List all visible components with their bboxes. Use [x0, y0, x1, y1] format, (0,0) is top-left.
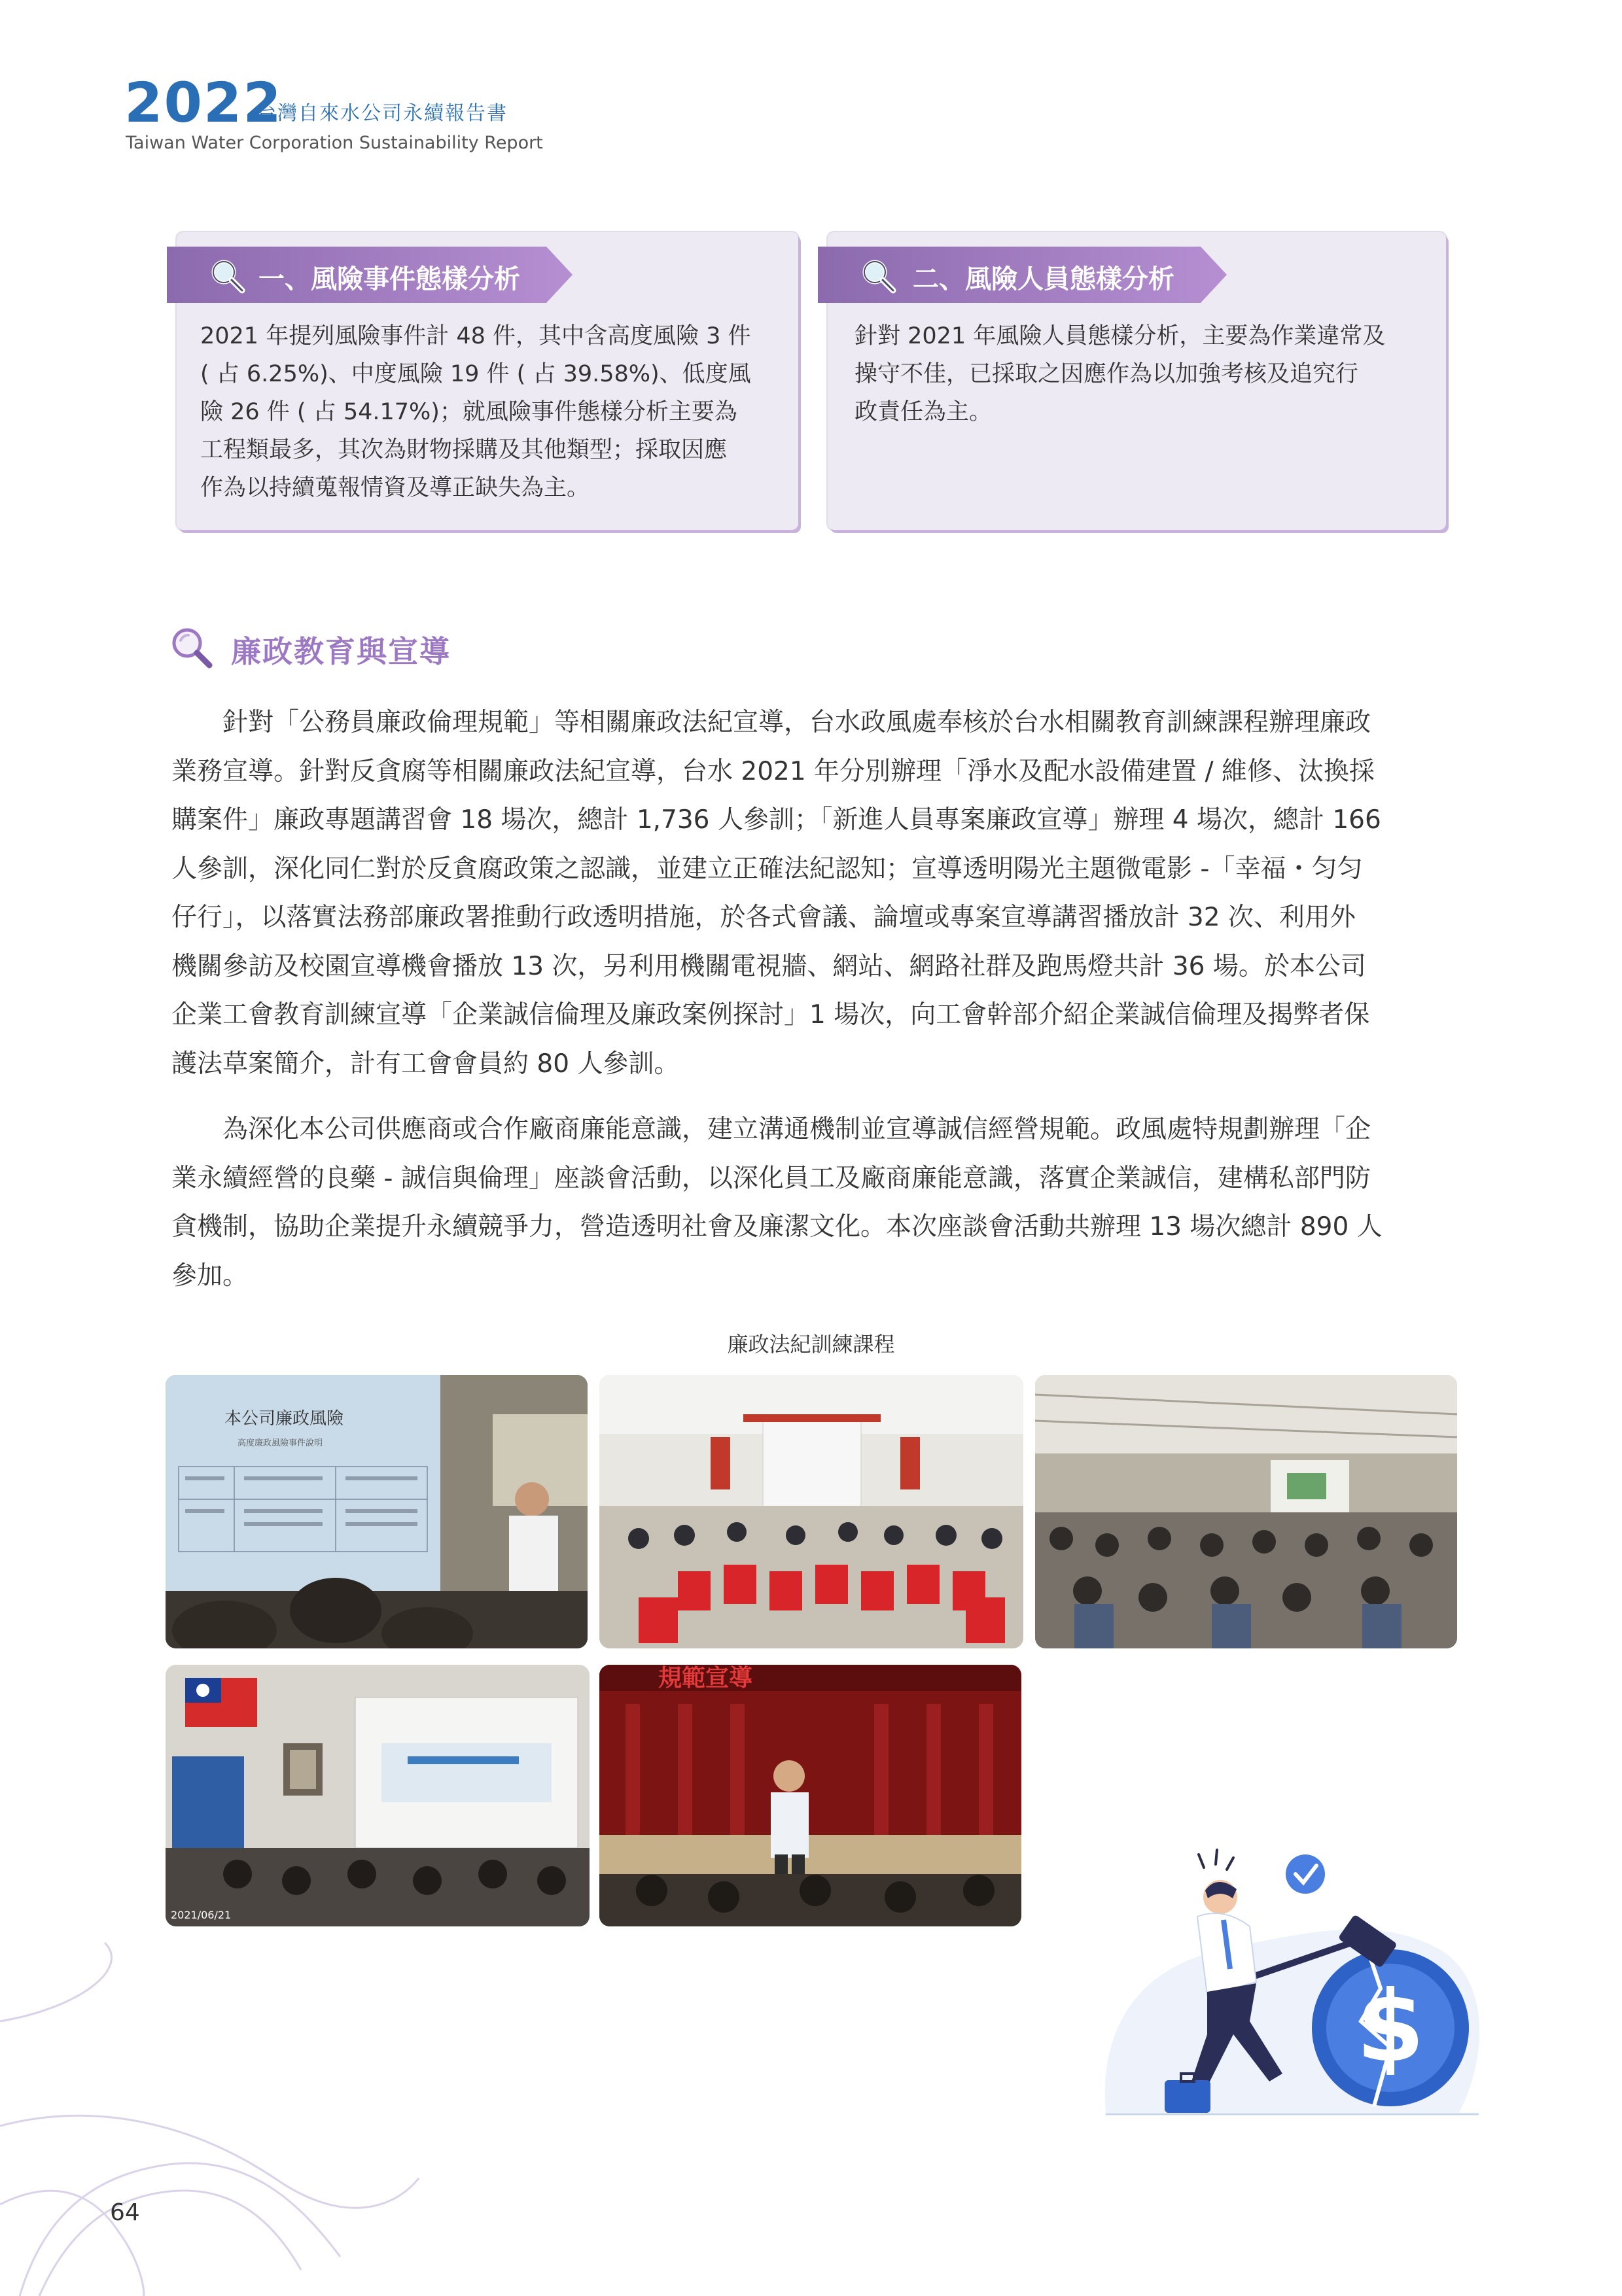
text-line: 2021 年提列風險事件計 48 件，其中含高度風險 3 件	[200, 323, 751, 349]
text-line: 作為以持續蒐報情資及導正缺失為主。	[200, 475, 590, 501]
paragraph-1	[171, 699, 1454, 1088]
photo-timestamp: 2021/06/21	[171, 1909, 232, 1921]
risk-event-title: 一、風險事件態樣分析	[258, 264, 520, 294]
risk-event-body	[200, 317, 751, 507]
photo-label: 規範宣導	[658, 1665, 753, 1692]
paragraph-2	[171, 1105, 1454, 1300]
gallery-caption: 廉政法紀訓練課程	[727, 1332, 895, 1357]
report-year: 2022	[124, 71, 283, 135]
report-title-en: Taiwan Water Corporation Sustainability Report	[126, 133, 543, 153]
training-photo-4	[166, 1665, 590, 1926]
training-photo-1	[166, 1375, 588, 1648]
training-photo-2	[599, 1375, 1023, 1648]
risk-person-body	[855, 317, 1385, 431]
text-line: 操守不佳，已採取之因應作為以加強考核及追究行	[855, 361, 1359, 387]
text-line: 業務宣導。針對反貪腐等相關廉政法紀宣導，台水 2021 年分別辦理「淨水及配水設備建置 / 維修、汰換採	[171, 756, 1375, 786]
text-line: 護法草案簡介，計有工會會員約 80 人參訓。	[171, 1049, 680, 1079]
page-number: 64	[110, 2199, 140, 2226]
risk-person-title: 二、風險人員態樣分析	[913, 264, 1174, 294]
text-line: 貪機制，協助企業提升永續競爭力，營造透明社會及廉潔文化。本次座談會活動共辦理 13 場次總計 890 人	[171, 1212, 1383, 1242]
magnifier-icon	[169, 625, 215, 670]
training-photo-3	[1035, 1375, 1457, 1648]
text-line: ( 占 6.25%)、中度風險 19 件 ( 占 39.58%)、低度風	[200, 361, 751, 387]
section-title: 廉政教育與宣導	[231, 634, 451, 669]
text-line: 人參訓，深化同仁對於反貪腐政策之認識，並建立正確法紀認知；宣導透明陽光主題微電影 -「幸福・匀匀	[171, 854, 1363, 884]
text-line: 參加。	[171, 1261, 249, 1291]
slide-subtitle: 高度廉政風險事件說明	[238, 1438, 323, 1448]
text-line: 機關參訪及校園宣導機會播放 13 次，另利用機關電視牆、網站、網路社群及跑馬燈共計 36 場。於本公司	[171, 951, 1366, 981]
svg-text:$: $	[1356, 1970, 1425, 2084]
slide-title: 本公司廉政風險	[224, 1409, 344, 1429]
text-line: 企業工會教育訓練宣導「企業誠信倫理及廉政案例探討」1 場次，向工會幹部介紹企業誠信倫理及揭弊者保	[171, 1000, 1370, 1030]
text-line: 針對「公務員廉政倫理規範」等相關廉政法紀宣導，台水政風處奉核於台水相關教育訓練課程辦理廉政	[171, 708, 1371, 737]
text-line: 仔行」，以落實法務部廉政署推動行政透明措施，於各式會議、論壇或專案宣導講習播放計 32 次、利用外	[171, 903, 1356, 932]
text-line: 政責任為主。	[855, 399, 993, 425]
text-line: 為深化本公司供應商或合作廠商廉能意識，建立溝通機制並宣導誠信經營規範。政風處特規劃辦理「企	[171, 1115, 1371, 1144]
text-line: 險 26 件 ( 占 54.17%)；就風險事件態樣分析主要為	[200, 399, 737, 425]
text-line: 購案件」廉政專題講習會 18 場次，總計 1,736 人參訓；「新進人員專案廉政宣導」辦理 4 場次，總計 166	[171, 805, 1381, 835]
magnifier-icon	[208, 256, 246, 294]
magnifier-icon	[859, 256, 897, 294]
text-line: 針對 2021 年風險人員態樣分析，主要為作業違常及	[855, 323, 1386, 349]
training-photo-5	[599, 1665, 1021, 1926]
text-line: 工程類最多，其次為財物採購及其他類型；採取因應	[200, 437, 728, 463]
report-title-zh: 台灣自來水公司永續報告書	[256, 102, 508, 125]
anti-corruption-illustration	[1093, 1838, 1485, 2126]
text-line: 業永續經營的良藥 - 誠信與倫理」座談會活動，以深化員工及廠商廉能意識，落實企業誠信，建構私部門防	[171, 1163, 1371, 1193]
decorative-swirl	[0, 1930, 589, 2296]
